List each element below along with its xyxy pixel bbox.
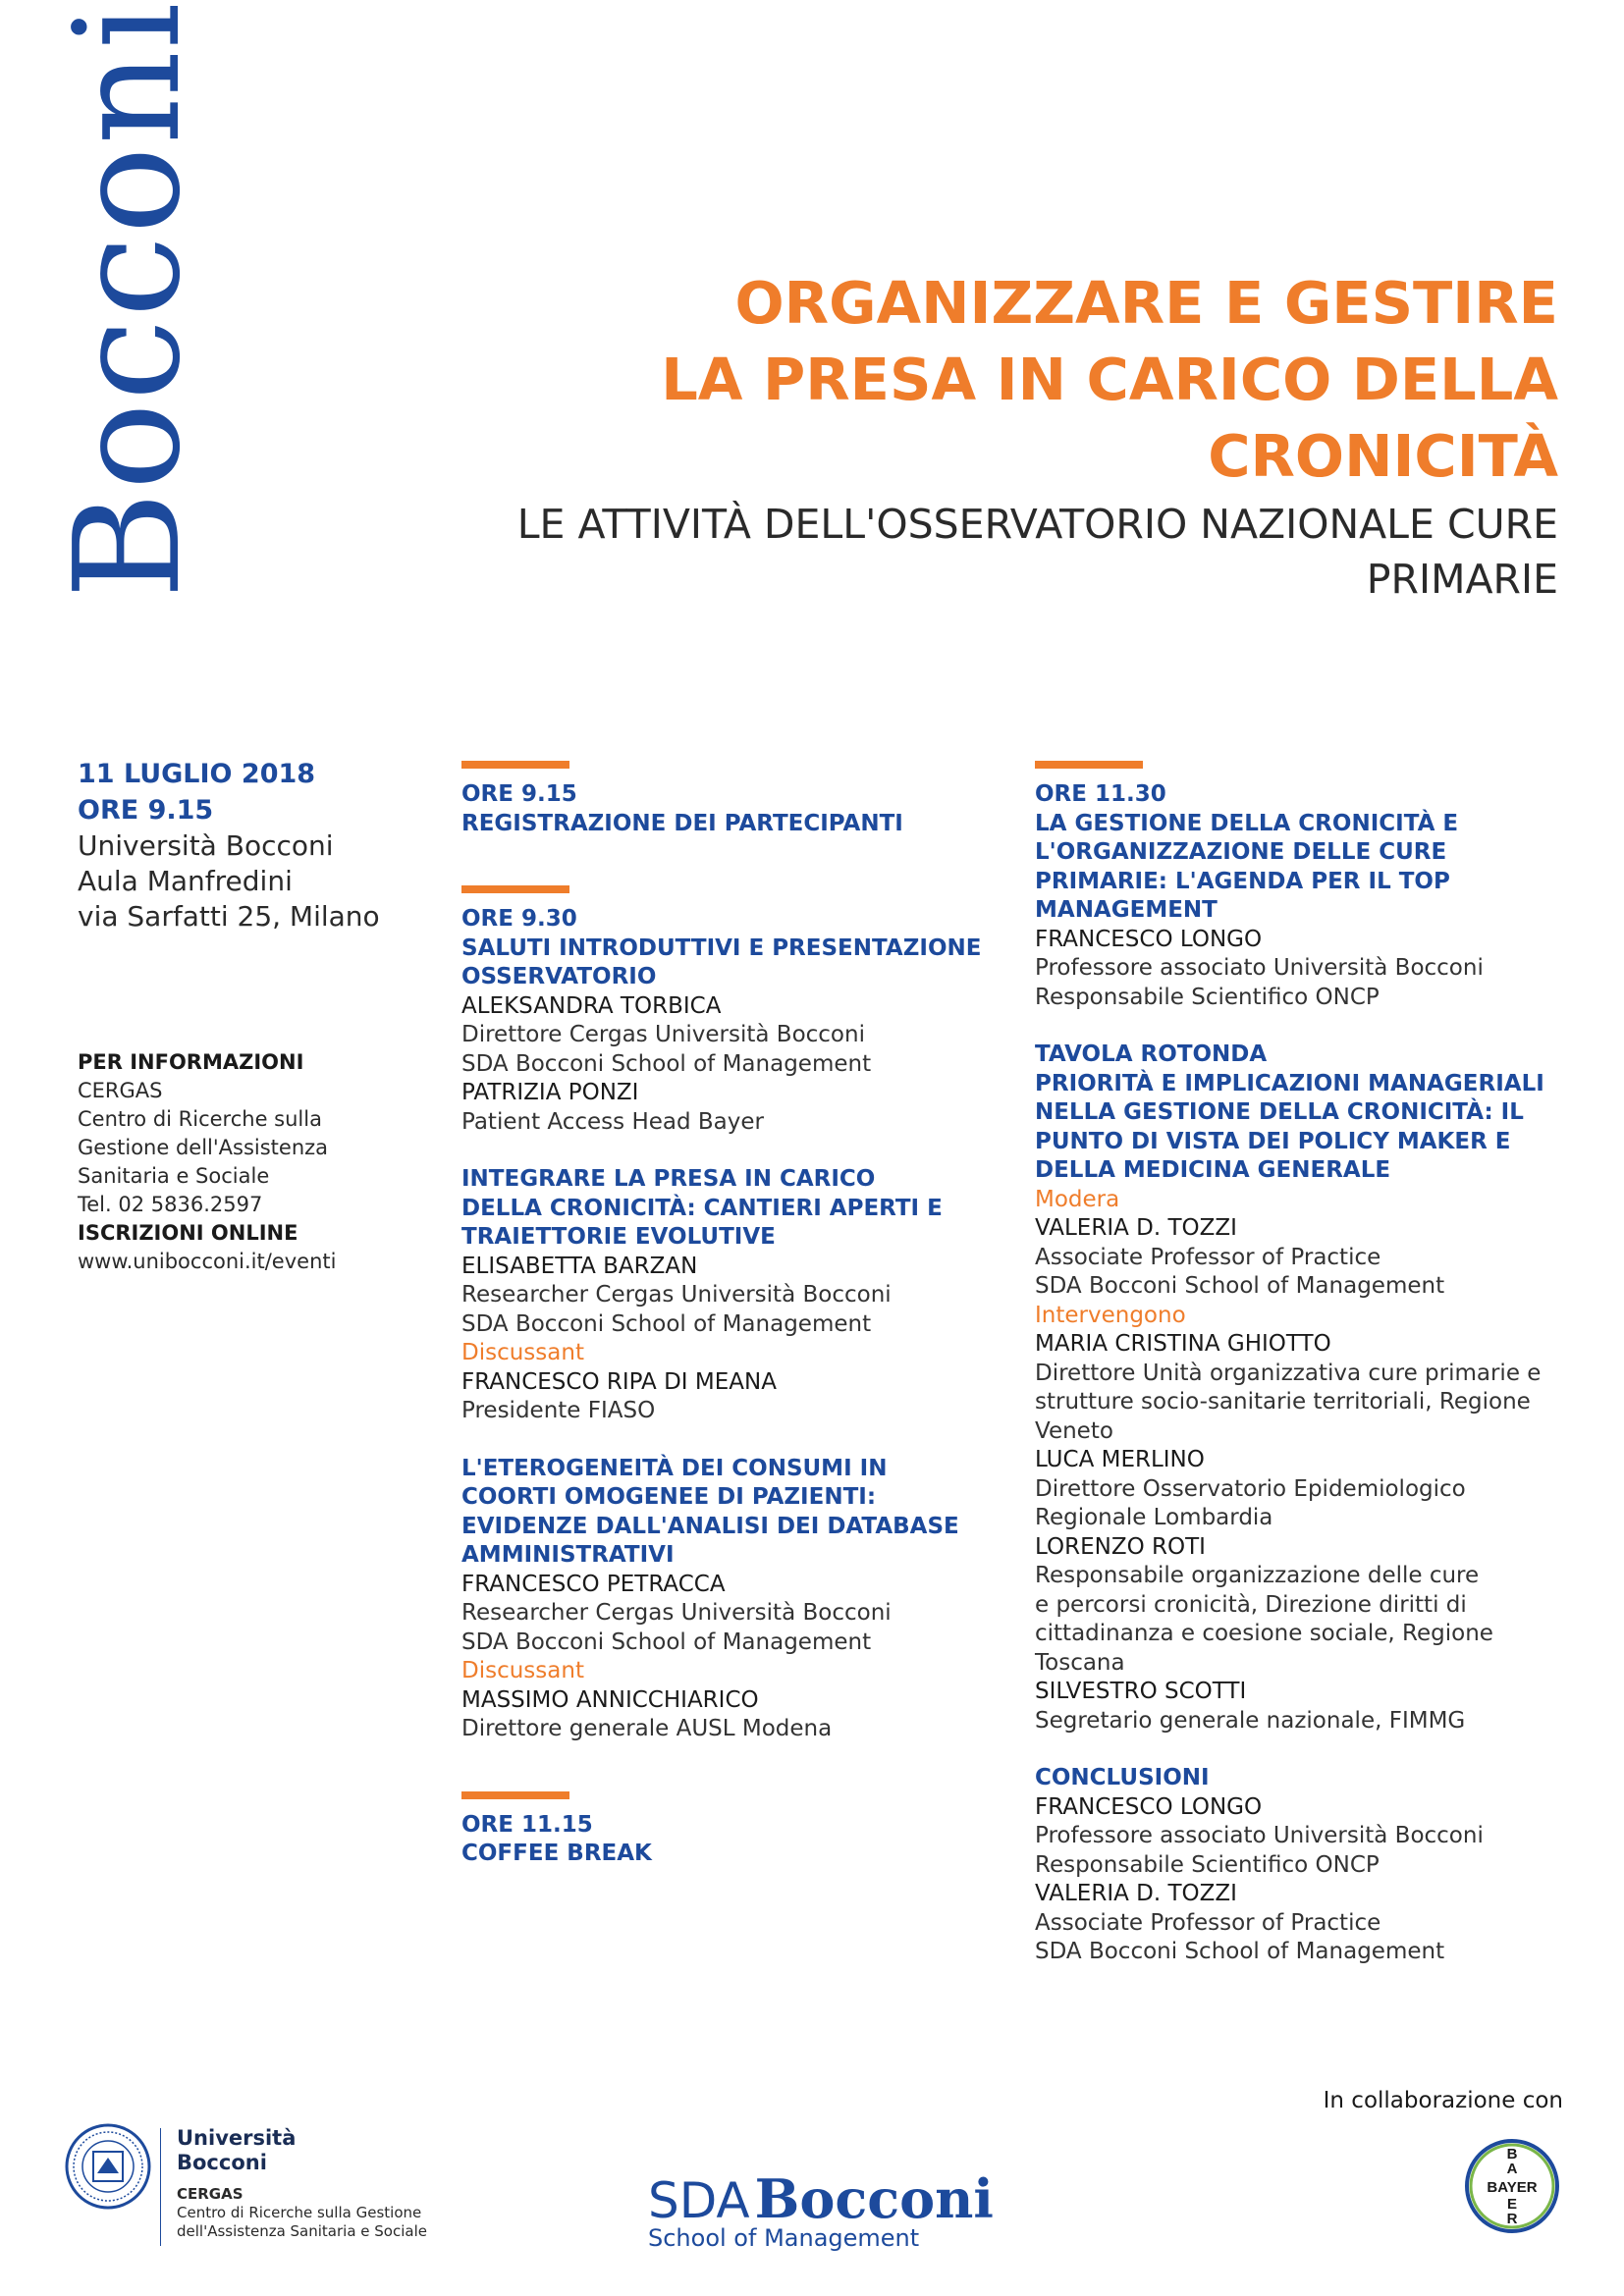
speaker-name: FRANCESCO LONGO bbox=[1035, 926, 1263, 952]
session-title: TRAIETTORIE EVOLUTIVE bbox=[461, 1224, 776, 1250]
section-bar bbox=[1035, 761, 1143, 769]
speaker-role: Toscana bbox=[1035, 1649, 1125, 1676]
speaker-name: FRANCESCO LONGO bbox=[1035, 1793, 1263, 1820]
speaker-name: MARIA CRISTINA GHIOTTO bbox=[1035, 1331, 1331, 1357]
speaker-role: Professore associato Università Bocconi bbox=[1035, 1823, 1484, 1848]
session-time: ORE 9.30 bbox=[461, 906, 577, 932]
session-title: LA GESTIONE DELLA CRONICITÀ E bbox=[1035, 810, 1459, 836]
speaker-role: SDA Bocconi School of Management bbox=[1035, 1273, 1445, 1299]
speaker-role: Responsabile Scientifico ONCP bbox=[1035, 1851, 1380, 1878]
speaker-role: Responsabile organizzazione delle cure bbox=[1035, 1563, 1480, 1588]
speaker-name: VALERIA D. TOZZI bbox=[1035, 1215, 1237, 1241]
session-title: COORTI OMOGENEE DI PAZIENTI: bbox=[461, 1484, 877, 1510]
speaker-name: MASSIMO ANNICCHIARICO bbox=[461, 1686, 759, 1713]
speaker-role: Segretario generale nazionale, FIMMG bbox=[1035, 1707, 1466, 1734]
sda-bocconi-logo bbox=[648, 2167, 994, 2252]
speaker-name: ALEKSANDRA TORBICA bbox=[461, 992, 722, 1019]
svg-text:E: E bbox=[1506, 2196, 1518, 2213]
session-title: PRIORITÀ E IMPLICAZIONI MANAGERIALI bbox=[1035, 1070, 1544, 1096]
speaker-name: VALERIA D. TOZZI bbox=[1035, 1881, 1237, 1906]
speaker-role: Researcher Cergas Università Bocconi bbox=[461, 1600, 892, 1626]
org-desc-3: Sanitaria e Sociale bbox=[78, 1164, 270, 1188]
speaker-role: strutture socio-sanitarie territoriali, Regione bbox=[1035, 1389, 1531, 1415]
session-title: EVIDENZE DALL'ANALISI DEI DATABASE bbox=[461, 1513, 959, 1539]
org-desc-2: Gestione dell'Assistenza bbox=[78, 1136, 329, 1159]
speaker-role: SDA Bocconi School of Management bbox=[461, 1050, 872, 1077]
session-title: PUNTO DI VISTA DEI POLICY MAKER E bbox=[1035, 1128, 1511, 1154]
title-line-3: CRONICITÀ bbox=[1208, 422, 1558, 490]
speaker-name: SILVESTRO SCOTTI bbox=[1035, 1679, 1247, 1704]
speaker-role: Associate Professor of Practice bbox=[1035, 1909, 1381, 1936]
svg-text:A: A bbox=[1506, 2161, 1518, 2177]
speaker-name: FRANCESCO PETRACCA bbox=[461, 1571, 726, 1597]
speaker-role: SDA Bocconi School of Management bbox=[461, 1310, 872, 1337]
speaker-role: Associate Professor of Practice bbox=[1035, 1244, 1381, 1270]
svg-text:B: B bbox=[1506, 2146, 1518, 2163]
session-title: COFFEE BREAK bbox=[461, 1841, 652, 1866]
session-title: L'ORGANIZZAZIONE DELLE CURE bbox=[1035, 839, 1447, 865]
cergas-desc-2: dell'Assistenza Sanitaria e Sociale bbox=[177, 2222, 427, 2240]
subtitle-line-2: PRIMARIE bbox=[1366, 556, 1558, 603]
session-title: MANAGEMENT bbox=[1035, 897, 1218, 923]
speaker-role: Presidente FIASO bbox=[461, 1398, 656, 1423]
speaker-name: FRANCESCO RIPA DI MEANA bbox=[461, 1368, 777, 1395]
speaker-name: ELISABETTA BARZAN bbox=[461, 1253, 698, 1279]
speaker-role: Patient Access Head Bayer bbox=[461, 1108, 764, 1135]
title-line-1: ORGANIZZARE E GESTIRE bbox=[734, 269, 1558, 337]
speaker-role: Regionale Lombardia bbox=[1035, 1505, 1273, 1530]
title-line-2: LA PRESA IN CARICO DELLA bbox=[661, 346, 1558, 413]
info-label: PER INFORMAZIONI bbox=[78, 1050, 304, 1074]
discussant-label: Discussant bbox=[461, 1658, 584, 1683]
session-title: SALUTI INTRODUTTIVI E PRESENTAZIONE bbox=[461, 934, 982, 961]
bocconi-vertical-logo: Bocconi bbox=[43, 0, 212, 599]
section-bar bbox=[461, 761, 569, 769]
svg-text:BAYER: BAYER bbox=[1487, 2179, 1538, 2196]
discussant-label: Discussant bbox=[461, 1340, 584, 1365]
speaker-role: e percorsi cronicità, Direzione diritti di bbox=[1035, 1591, 1467, 1618]
session-title: INTEGRARE LA PRESA IN CARICO bbox=[461, 1166, 876, 1192]
university-name bbox=[177, 2126, 296, 2175]
moderator-label: Modera bbox=[1035, 1186, 1120, 1212]
section-bar bbox=[461, 885, 569, 893]
svg-text:R: R bbox=[1506, 2211, 1518, 2227]
bayer-logo-icon bbox=[1463, 2137, 1561, 2235]
university-seal-icon bbox=[64, 2122, 152, 2211]
university-name-line-2: Bocconi bbox=[177, 2151, 267, 2174]
session-title: NELLA GESTIONE DELLA CRONICITÀ: IL bbox=[1035, 1099, 1524, 1125]
speaker-role: Direttore Unità organizzativa cure primarie e bbox=[1035, 1360, 1542, 1386]
speaker-role: Responsabile Scientifico ONCP bbox=[1035, 984, 1380, 1010]
speaker-name: LORENZO ROTI bbox=[1035, 1533, 1206, 1560]
session-time: ORE 11.30 bbox=[1035, 781, 1166, 807]
venue-line-2: Aula Manfredini bbox=[78, 865, 293, 897]
sda-logo-school: School of Management bbox=[648, 2224, 920, 2252]
session-title: PRIMARIE: L'AGENDA PER IL TOP bbox=[1035, 868, 1450, 894]
section-bar bbox=[461, 1791, 569, 1799]
sda-logo-text: SDA bbox=[648, 2172, 750, 2229]
collaboration-label: In collaborazione con bbox=[1323, 2088, 1563, 2113]
speaker-role: Direttore Cergas Università Bocconi bbox=[461, 1022, 865, 1047]
cergas-name: CERGAS bbox=[177, 2185, 244, 2203]
speaker-name: PATRIZIA PONZI bbox=[461, 1080, 639, 1105]
panelists-label: Intervengono bbox=[1035, 1302, 1186, 1328]
session-title: DELLA CRONICITÀ: CANTIERI APERTI E bbox=[461, 1195, 943, 1221]
program-column-right bbox=[1035, 761, 1585, 1967]
org-name: CERGAS bbox=[78, 1079, 163, 1102]
university-name-line-1: Università bbox=[177, 2126, 297, 2150]
session-title: CONCLUSIONI bbox=[1035, 1765, 1210, 1790]
speaker-role: Direttore generale AUSL Modena bbox=[461, 1716, 833, 1741]
session-title: REGISTRAZIONE DEI PARTECIPANTI bbox=[461, 810, 903, 836]
session-time: ORE 11.15 bbox=[461, 1811, 593, 1838]
venue-line-1: Università Bocconi bbox=[78, 829, 334, 862]
title-block bbox=[478, 265, 1558, 605]
venue-line-3: via Sarfatti 25, Milano bbox=[78, 900, 380, 933]
session-title: AMMINISTRATIVI bbox=[461, 1542, 675, 1568]
cergas-block bbox=[177, 2185, 427, 2241]
phone: Tel. 02 5836.2597 bbox=[78, 1193, 263, 1216]
cergas-desc-1: Centro di Ricerche sulla Gestione bbox=[177, 2204, 422, 2221]
speaker-role: Direttore Osservatorio Epidemiologico bbox=[1035, 1475, 1466, 1502]
speaker-role: cittadinanza e coesione sociale, Regione bbox=[1035, 1621, 1493, 1646]
session-title: TAVOLA ROTONDA bbox=[1035, 1041, 1268, 1067]
session-title: OSSERVATORIO bbox=[461, 964, 657, 989]
session-title: L'ETEROGENEITÀ DEI CONSUMI IN bbox=[461, 1455, 888, 1481]
event-date: 11 LUGLIO 2018 bbox=[78, 759, 316, 789]
registration-label: ISCRIZIONI ONLINE bbox=[78, 1221, 298, 1245]
contact-info bbox=[78, 1048, 411, 1276]
speaker-role: Veneto bbox=[1035, 1417, 1113, 1444]
footer-divider bbox=[160, 2128, 161, 2246]
speaker-role: SDA Bocconi School of Management bbox=[1035, 1939, 1445, 1964]
event-time: ORE 9.15 bbox=[78, 795, 214, 826]
subtitle-line-1: LE ATTIVITÀ DELL'OSSERVATORIO NAZIONALE CURE bbox=[516, 501, 1558, 548]
speaker-role: SDA Bocconi School of Management bbox=[461, 1629, 872, 1655]
session-title: DELLA MEDICINA GENERALE bbox=[1035, 1157, 1391, 1183]
speaker-role: Researcher Cergas Università Bocconi bbox=[461, 1282, 892, 1308]
event-info bbox=[78, 756, 411, 934]
sda-logo-bocconi: Bocconi bbox=[754, 2167, 994, 2230]
org-desc-1: Centro di Ricerche sulla bbox=[78, 1107, 322, 1131]
speaker-name: LUCA MERLINO bbox=[1035, 1447, 1205, 1472]
program-column-middle bbox=[461, 761, 992, 1869]
speaker-role: Professore associato Università Bocconi bbox=[1035, 955, 1484, 981]
registration-url[interactable]: www.unibocconi.it/eventi bbox=[78, 1250, 337, 1273]
session-time: ORE 9.15 bbox=[461, 781, 577, 807]
